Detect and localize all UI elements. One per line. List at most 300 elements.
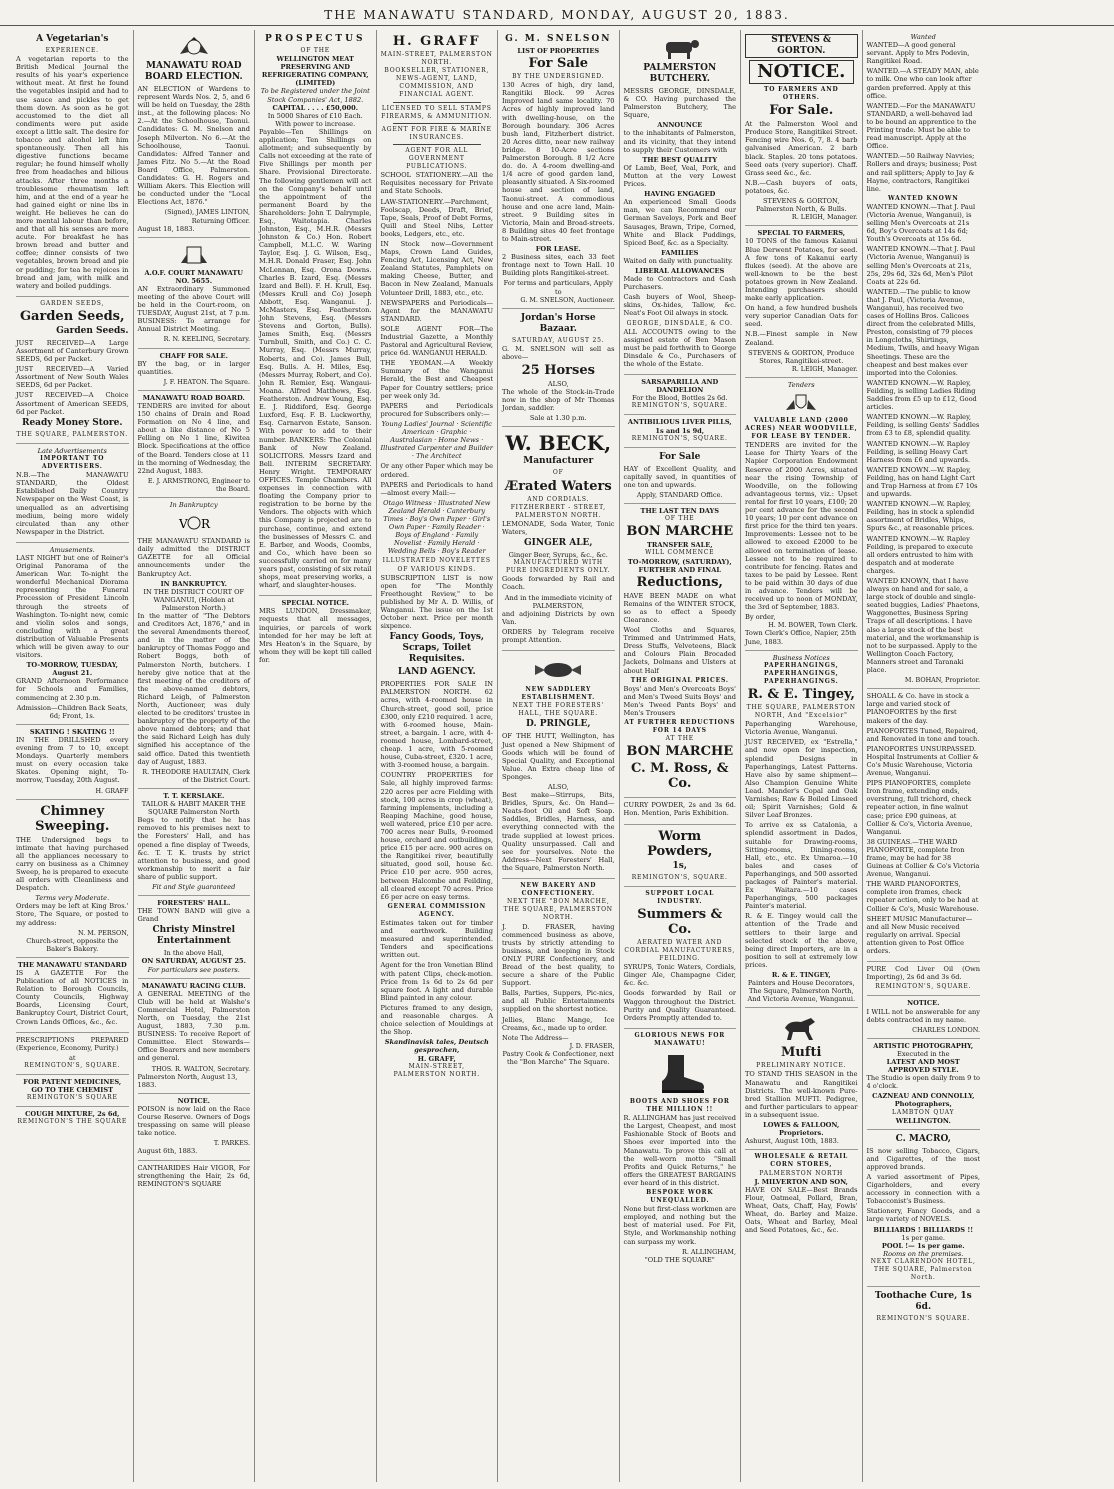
- saddlery-head: NEW SADDLERY ESTABLISHMENT.: [521, 686, 595, 702]
- aerated: Ærated Waters: [504, 478, 612, 494]
- ginger-beer: Ginger Beer, Syrups, &c., &c.: [508, 551, 608, 560]
- road-election-ad: [138, 30, 251, 238]
- meat-prospectus: [259, 30, 372, 596]
- snelson-head: G. M. SNELSON: [505, 34, 612, 44]
- gd-sig: GEORGE, DINSDALE, & CO.: [626, 319, 733, 327]
- sarsaparilla-ad: [624, 375, 737, 415]
- garden-title: Garden Seeds,: [19, 308, 125, 324]
- fraser-addr: Pastry Cook & Confectioner, next the "Bon Marche" The Square.: [502, 1049, 614, 1066]
- bazaar-title: Jordan's Horse Bazaar.: [520, 312, 596, 334]
- special-head: SPECIAL NOTICE.: [281, 599, 349, 608]
- adv-head: IMPORTANT TO ADVERTISERS.: [40, 454, 105, 471]
- column-4: [377, 30, 499, 1482]
- scand-text: Skandinavisk tales, Deutsch gesprochen,: [384, 1038, 489, 1055]
- reductions-body: HAVE BEEN MADE on what Remains of the WINTER STOCK, so as to effect a Speedy Clearance.: [623, 591, 736, 624]
- foresters-hall-ad: [138, 896, 251, 979]
- special-notice-ad: [259, 596, 372, 670]
- beck-man: Manufacturer: [523, 456, 594, 467]
- admission-text: Admission—Children Back Seats, 6d; Front, 1s.: [16, 703, 128, 720]
- families-body: Waited on daily with punctuality.: [623, 256, 733, 265]
- cough-head: COUGH MIXTURE, 2s 6d,: [25, 1110, 120, 1119]
- boys-body: Boys' and Men's Overcoats Boys' and Men's Tweed Suits Boys' and Men's Tweed Pants Boys' and Men's Trousers: [623, 684, 736, 717]
- worm-head: Worm Powders,: [647, 828, 713, 859]
- allingham-addr-2: THE SQUARE": [664, 1255, 715, 1264]
- cod-liver-ad: [867, 962, 981, 996]
- families: FAMILIES: [661, 248, 699, 257]
- support: SUPPORT LOCAL INDUSTRY.: [645, 889, 715, 905]
- land-head: LAND AGENCY.: [397, 667, 476, 678]
- stamps-text: LICENSED TO SELL STAMPS FIREARMS, & AMMUNITION.: [381, 104, 493, 120]
- column-8: [863, 30, 985, 1482]
- graff-town: PALMERSTON NORTH.: [393, 1070, 480, 1078]
- wanted-6: WANTED KNOWN.—That J. Paul (Victoria Avenue, Wanganui) is selling Men's Overcoats at 21s, 25s, 29s 6d, 32s 6d, Men's Pilot Coats at 22s 6d.: [866, 245, 976, 286]
- butchery-body: MESSRS GEORGE, DINSDALE, & CO. Having purchased the Palmerston Butchery, The Square,: [623, 87, 736, 120]
- allowances-body: Made to Contractors and Cash Purchasers.: [623, 275, 736, 292]
- instock-text: IN Stock now—Government Maps, Crown Land Guides, Fencing Act, Licensing Act, New Zealand Statutes, Pamphlets on making Cheese, Butter, and Bacon in New Zealand, Manuals Volunteer Drill, 1883, etc., etc.: [380, 239, 493, 297]
- garden-seeds-ad: [16, 297, 129, 444]
- patent-go: GO TO THE CHEMIST: [31, 1086, 114, 1095]
- road-head: MANAWATU ROAD BOARD ELECTION.: [144, 61, 243, 82]
- tomorrow-text: TO-MORROW, TUESDAY, August 21.: [26, 661, 118, 678]
- art-head: ARTISTIC PHOTOGRAPHY,: [873, 1041, 974, 1050]
- piano-5: 38 GUINEAS.—THE WARD PIANOFORTE, complete Iron frame, may be had for 38 Guineas at Collier & Co's Victoria Avenue, Wanganui.: [866, 837, 980, 879]
- fraser-note: Note The Address—: [502, 1033, 569, 1042]
- gazette-ad: [16, 958, 129, 1033]
- papers-text: NEWSPAPERS and Periodicals—Agent for the MANAWATU STANDARD.: [380, 298, 493, 323]
- forward: Goods forwarded by Rail and Coach.: [502, 575, 615, 592]
- by-under: BY THE UNDERSIGNED.: [512, 73, 605, 81]
- wanted-known-heading: WANTED KNOWN: [887, 194, 959, 202]
- syrups-body: Goods forwarded by Rail or Waggon throughout the District. Purity and Quality Guaranteed. Orders Promptly attended to.: [623, 989, 736, 1022]
- cash-body: Cash buyers of Wool, Sheep-skins, Ox-hides, Tallow, &c. Neat's Foot Oil always in stock.: [623, 293, 736, 318]
- tingey-sig2: Painters and House Decorators, The Square, Palmerston North, And Victoria Avenue, Wanganui.: [747, 979, 856, 1004]
- further2: AT FURTHER REDUCTIONS FOR 14 DAYS: [624, 719, 736, 735]
- commission-body: Estimates taken out for timber and earthwork. Building measured and superintended. Tenders and specifications written out.: [380, 919, 493, 960]
- received-body: JUST RECEIVED, ex "Estrella," and now open for inspection, splendid Designs in Paperhangings, Latest Patterns. Have also by same shipment— Also Champion Genuine White Lead. Mander's Copal and Oak Varnishes; Raw & Boiled Linseed oil; Spirit Varnishes; Gold & Silver Leaf Bronzes.: [745, 738, 858, 820]
- allingham-ad: [624, 1029, 737, 1268]
- snelson-ad: [502, 30, 615, 309]
- pringle-also: ALSO,: [547, 783, 569, 791]
- cod-body: PURE Cod Liver Oil (Own Importing), 2s 6d and 3s 6d.: [866, 965, 980, 982]
- terms: For terms and particulars, Apply to: [503, 279, 613, 296]
- macro-body: IS now selling Tobacco, Cigars, and Cigarettes, of the most approved brands.: [866, 1146, 980, 1171]
- mrb-tender-ad: [138, 391, 251, 498]
- butchery-body2: to the inhabitants of Palmerston, and its vicinity, that they intend to supply their Customers with: [623, 129, 736, 154]
- commission-head: GENERAL COMMISSION AGENCY.: [387, 902, 486, 918]
- photography-ad: [867, 1039, 981, 1130]
- bazaar-ad: [502, 309, 615, 428]
- toothache-head: Toothache Cure, 1s 6d.: [874, 1291, 972, 1313]
- leigh-sig2: R. LEIGH, Manager.: [791, 364, 858, 373]
- bankruptcy-ad: [138, 498, 251, 789]
- poison-body: POISON is now laid on the Race Course Reserve. Owners of Dogs trespassing on same will please take notice.: [137, 1104, 250, 1138]
- bank-body: THE MANAWATU STANDARD is daily admitted the DISTRICT GAZETTE for all Official announcements under the Bankruptcy Act.: [137, 537, 250, 578]
- corn-stores-ad: [745, 1150, 858, 1240]
- racing-date: Palmerston North, August 13, 1883.: [137, 1072, 238, 1089]
- bazaar-also: ALSO,: [547, 380, 569, 388]
- mrb-body: TENDERS are invited for about 150 chains of Drain and Road Formation on No 4 line, and about a like distance of No 5 Felling on No 1 line, Kiwitea Block. Specifications at the office of the Board. Tenders close at 11 in the morning of Wednesday, the 22nd August, 1883.: [137, 402, 250, 475]
- subs-or: Or any other Paper which may be ordered.: [380, 462, 493, 479]
- column-1: [12, 30, 134, 1482]
- engaged-body: An experienced Small Goods man, we can Recommend our German Saveloys, Pork and Beef Sausages, Brawn, Tripe, Corned, White and Black Puddings, Spiced Beef, &c. as a Specialty.: [623, 198, 736, 247]
- chaff-ad: [138, 349, 251, 391]
- agent-gov: AGENT FOR ALL GOVERNMENT PUBLICATIONS.: [405, 146, 469, 171]
- list-head: LIST OF PROPERTIES: [517, 47, 600, 55]
- tingey-head: R. & E. Tingey,: [747, 687, 855, 702]
- allingham-addr-1: "OLD: [644, 1255, 665, 1264]
- chaff-body: BY the bag, or in larger quantities.: [137, 359, 250, 376]
- sole-text: SOLE AGENT FOR—The Industrial Gazette, a Monthly Pastoral and Agricultural Review, price 6d. WANGANUI HERALD.: [380, 324, 493, 358]
- bon-marche-ad: [624, 504, 737, 798]
- lease-body: 2 Business sites, each 33 feet frontage next to Town Hall. 10 Building plots Rangitikei-street.: [502, 253, 615, 278]
- arrive-body: To arrive ex ss Catalonia, a splendid assortment in Dados, suitable for Drawing-rooms, Sitting-rooms, Dining-rooms, Hall, etc., etc. Ex Umaroa.—10 bales and cases of Paperhangings, and 500 assorted packages of Painter's material. Ex Waitara.—10 cases Paperhangings, 500 packages Painter's material.: [745, 821, 858, 911]
- further: FURTHER AND FINAL: [638, 565, 721, 574]
- bonmarche2: BON MARCHE: [626, 744, 734, 760]
- summers-head: Summers & Co.: [637, 906, 723, 937]
- wanted-12: WANTED KNOWN.—W. Rapley, Feilding, has in stock a splendid assortment of Bridles, Whips, Spurs &c., at reasonable prices.: [866, 500, 975, 533]
- prelim: PRELIMINARY NOTICE.: [756, 1062, 847, 1070]
- subs-list: Young Ladies' Journal · Scientific American · Graphic · Australasian · Home News · Illustrated Carpenter and Builder · The Architect: [380, 419, 493, 461]
- art-latest: LATEST AND MOST APPROVED STYLE.: [886, 1057, 960, 1075]
- business-heading: Business Notices: [772, 653, 830, 662]
- graff-trades: BOOKSELLER, STATIONER, NEWS-AGENT, LAND, COMMISSION, AND FINANCIAL AGENT.: [384, 67, 490, 99]
- ox-emblem-icon: [658, 36, 702, 60]
- minstrel-title: Christy Minstrel Entertainment: [152, 925, 235, 947]
- curry-body: CURRY POWDER, 2s and 3s 6d. Hon. Mention, Paris Exhibition.: [623, 801, 736, 818]
- for-sale: For Sale: [528, 56, 589, 72]
- corporation-crest-icon: [784, 392, 818, 414]
- graff-ad: [381, 30, 494, 1083]
- mufti-ad: [745, 1008, 858, 1150]
- bakery-ad: [502, 879, 615, 1070]
- ginger: GINGER ALE,: [523, 538, 593, 549]
- clarendon2: NEXT CLARENDON HOTEL, THE SQUARE, Palmerston North.: [870, 1257, 976, 1282]
- meat-head: WELLINGTON MEAT PRESERVING AND REFRIGERATING COMPANY, (LIMITED): [261, 55, 369, 88]
- school-text: SCHOOL STATIONERY.—All the Requisites necessary for Private and State Schools.: [380, 171, 493, 196]
- law-text: LAW-STATIONERY.—Parchment, Foolscap, Deeds, Draft, Brief, Tape, Seals, Proof of Debt Forms, Quill and Steel Nibs, Letter books, Ledgers, etc., etc.: [380, 197, 493, 238]
- prescriptions-ad: [16, 1033, 129, 1075]
- wanted-2: WANTED.—A STEADY MAN, able to milk. One who can look after garden preferred. Apply at this office.: [866, 67, 979, 100]
- tailor-ad: [138, 789, 251, 896]
- butchery-ad: [624, 30, 737, 375]
- chaff-head: CHAFF FOR SALE.: [159, 351, 228, 360]
- london-notice: [867, 996, 981, 1038]
- masthead: THE MANAWATU STANDARD, MONDAY, AUGUST 20, 1883.: [0, 4, 1114, 26]
- poison-sig: T. PARKES.: [213, 1139, 250, 1148]
- amusements-heading: Amusements.: [49, 545, 95, 554]
- hall-date: ON SATURDAY, AUGUST 25.: [141, 957, 246, 966]
- prospectus-title: PROSPECTUS: [265, 34, 366, 44]
- london-head: NOTICE.: [907, 999, 940, 1008]
- london-sig: CHARLES LONDON.: [912, 1025, 980, 1034]
- wholesale-head: WHOLESALE & RETAIL CORN STORES,: [754, 1153, 849, 1169]
- summers-ad: [624, 887, 737, 1029]
- billiards: BILLIARDS ! BILLIARDS !!: [873, 1225, 974, 1234]
- special-farmers-ad: [745, 226, 858, 378]
- hall-in: In the above Hall,: [163, 949, 224, 958]
- stevens-sig2: STEVENS & GORTON, Produce Stores, Rangitikei-street.: [748, 348, 855, 365]
- orders: ORDERS by Telegram receive prompt Attention.: [502, 627, 615, 644]
- aof-body: AN Extraordinary Summoned meeting of the above Court will be held in the Court-room, on TUESDAY, August 21st, at 7 p.m. BUSINESS: To arrange for Annual District Meeting.: [137, 284, 250, 334]
- wanted-section: [867, 30, 981, 689]
- yeoman-text: THE YEOMAN.—A Weekly Summary of the Wanganui Herald, the Best and Cheapest Paper for Country settlers; price per week only 3d.: [380, 359, 493, 400]
- presc-at: at: [68, 1053, 76, 1062]
- beck-of: OF: [552, 469, 564, 477]
- svg-text:V: V: [178, 517, 188, 532]
- blinds-body: Agent for the Iron Venetian Blind with patent Clips, check-motion. Price from 1s 6d to 2s 6d per square foot. A light and durable Blind painted in any colour.: [380, 961, 493, 1002]
- vicinity: And in the immediate vicinity of PALMERSTON,: [504, 593, 612, 610]
- vr-crest-icon: [177, 512, 211, 534]
- worm-ad: [624, 825, 737, 887]
- poison-date: August 6th, 1883.: [137, 1147, 198, 1156]
- wellington: WELLINGTON.: [895, 1116, 951, 1125]
- quality-body: Of Lamb, Beef, Veal, Pork, and Mutton at the very Lowest Prices.: [623, 163, 736, 189]
- prospectus-of: OF THE: [300, 47, 330, 54]
- late-ads-heading: Late Advertisements: [37, 446, 107, 455]
- aof-ad: [138, 238, 251, 349]
- tingey-sub: THE SQUARE, PALMERSTON NORTH, And "Excelsior": [746, 704, 856, 720]
- clarendon: Rooms on the premises.: [883, 1249, 964, 1258]
- saddlery-ad: [502, 651, 615, 879]
- glorious: GLORIOUS NEWS FOR MANAWATU!: [634, 1031, 726, 1047]
- districts: and adjoining Districts by own Van.: [502, 609, 615, 626]
- chaff-sig: J. F. HEATON. The Square.: [163, 377, 250, 386]
- vegetarian-body: A vegetarian reports to the British Medical Journal the results of his year's experience without meat. At first he found the vegetables insipid and had to use sauce and pickles to get them down. As soon as he got accustomed to the diet all condiments were put aside except a little salt. The desire for tobacco and alcohol left him spontaneously. Then all his digestive functions became regular; he found himself wholly free from headaches and bilious attacks. After three months a troublesome rheumatism left him, and at the end of a year he had gained eight or nine lbs in weight. He believes he can do more mental labour than before, and that all his senses are more acute. For breakfast he has brown bread and butter and coffee; dinner consists of two vegetables, brown bread and pie or pudding; for tea he rejoices in bread and jam, with milk and watery and boiled puddings.: [16, 55, 129, 290]
- chimney-ad: [16, 800, 129, 958]
- canth-text: CANTHARIDES Hair VIGOR, For strengthening the Hair, 2s 6d, REMINGTON'S SQUARE: [137, 1163, 250, 1188]
- liver-pills-ad: [624, 415, 737, 447]
- fitz: FITZHERBERT - STREET,: [510, 503, 606, 511]
- dist-court: IN THE DISTRICT COURT OF WANGANUI, (Holden at Palmerston North.): [143, 587, 245, 612]
- wool-body: Wool Cloths and Squares, Trimmed and Untrimmed Hats, Dress Stuffs, Velveteens, Black and Colours Plain Brocaded Jackets, Dolmans and Ulsters at about Half: [623, 626, 736, 675]
- store-title: Ready Money Store.: [21, 417, 123, 428]
- atthe: AT THE: [665, 735, 694, 743]
- bakery-head: NEW BAKERY AND CONFECTIONERY.: [520, 882, 597, 898]
- toothache-ad: [867, 1287, 981, 1327]
- patent-rem: REMINGTON'S SQUARE: [26, 1094, 118, 1102]
- seed-3: JUST RECEIVED—A Choice Assortment of American SEEDS, 6d per Packet.: [16, 391, 129, 416]
- hall-body: THE TOWN BAND will give a Grand: [137, 907, 250, 924]
- chimney-addr: Church-street, opposite the Baker's Bakery.: [26, 936, 119, 953]
- snelson-sig: G. M. SNELSON, Auctioneer.: [520, 295, 615, 304]
- hall-head: FORESTERS' HALL.: [157, 899, 231, 908]
- chimney-orders: Orders may be left at King Bros.' Store, The Square, or posted to my address:: [16, 902, 129, 927]
- tingey-body: Paperhanging Warehouse, Victoria Avenue, Wanganui.: [745, 720, 858, 737]
- poison-head: NOTICE.: [177, 1096, 210, 1105]
- skating-head: SKATING ! SKATING !!: [29, 727, 115, 736]
- cod-rem: REMINGTON'S, SQUARE.: [875, 983, 972, 991]
- royal-crest-icon: [177, 36, 211, 58]
- pure: MANUFACTURED WITH PURE INGREDIENTS ONLY.: [506, 559, 611, 575]
- syrups: SYRUPS, Tonic Waters, Cordials, Ginger Ale, Champagne Cider, &c. &c.: [623, 963, 736, 988]
- allingham-addr: [624, 1256, 737, 1264]
- stevens-body: At the Palmerston Wool and Produce Store, Rangitikei Street. Fencing wire Nos. 6, 7, 8. 4 barb galvanised American. 2 barb black. Staples. 20 tons potatoes. Seed oats (very superior). Chaff. Grass seed &c., &c.: [745, 120, 858, 177]
- announce: ANNOUNCE: [657, 121, 703, 130]
- allingham-body: R. ALLINGHAM has just received the Largest, Cheapest, and most Fashionable Stock of Boots and Shoes ever imported into the Manawatu. To prove this call at the well-worn motto "Small Profits and Quick Returns," he offers the GREATEST BARGAINS ever heard of in this district.: [623, 1114, 736, 1187]
- byorder: By order,: [745, 613, 776, 622]
- svg-text:R: R: [200, 517, 210, 532]
- stationery-body: Stationery, Fancy Goods, and a large variety of NOVELS.: [866, 1207, 980, 1224]
- racing-ad: [138, 979, 251, 1094]
- bespoke-body: None but first-class workmen are employed, and nothing but the best of material used. For Fit, Style, and Workmanship nothing can surpass my work.: [623, 1205, 736, 1246]
- art-body: Executed in the: [897, 1049, 950, 1058]
- mrb-head: MANAWATU ROAD BOARD.: [142, 393, 245, 402]
- jellies-body: Jellies, Blanc Mange, Ice Creams, &c., made up to order.: [502, 1015, 615, 1032]
- column-6: [620, 30, 742, 1482]
- mufti-body: TO STAND THIS SEASON in the Manawatu and Rangitikei Districts. The well-known Pure-bred Stallion MUFTI. Pedigree, and further particulars to appear in a subsequent issue.: [745, 1070, 858, 1119]
- wanted-5: WANTED KNOWN.—That J. Paul (Victoria Avenue, Wanganui), is selling Men's Overcoats at 21s 6d, Boy's Overcoats at 14s 6d; Youth's Overcoats at 15s 6d.: [866, 202, 976, 244]
- frames-body: Pictures framed to any design, and reasonable charges. A choice selection of Mouldings at the Shop.: [380, 1003, 493, 1037]
- cmross: C. M. Ross, & Co.: [630, 761, 729, 792]
- patent-ad: [16, 1075, 129, 1107]
- subs-text: PAPERS and Periodicals procured for Subscribers only:—: [380, 401, 493, 418]
- transfer: TRANSFER SALE,: [646, 541, 713, 550]
- saddle-emblem-icon: [533, 657, 583, 683]
- worm-price: 1s,: [672, 860, 687, 871]
- agent-fire: AGENT FOR FIRE & MARINE INSURANCES.: [381, 125, 492, 141]
- butchery-head: PALMERSTON BUTCHERY.: [643, 63, 717, 84]
- pringle-head: D. PRINGLE,: [526, 719, 591, 730]
- valuable-land-ad: [745, 378, 858, 651]
- valuable-body: TENDERS are invited for the Lease for Thirty Years of the Napier Corporation Endowment Reserve of 2000 Acres, situated near the rising Township of Woodville, on the following advantageous terms, viz.: Upset rental for first 10 years, £100; 20 per cent advance for the second 10 years; 10 per cent advance on first price for the third ten years. Improvements: Lessee not to be allowed to exceed £2000 to be allowed on termination of lease. Lessee not to be required to contribute for fencing. Rates and taxes to be paid by Lessee. Rent to be paid within 30 days of due in advance. Tenders will be received up to noon of MONDAY, the 3rd of September, 1883.: [745, 441, 858, 612]
- wanted-1: WANTED—A good general servant. Apply to Mrs Podevin, Rangitikei Road.: [866, 41, 970, 66]
- cough-rem: REMINGTON'S THE SQUARE: [17, 1118, 128, 1126]
- tailor-fit: Fit and Style guaranteed: [152, 882, 236, 891]
- valuable-head: VALUABLE LAND (2000 ACRES) NEAR WOODVILLE, FOR LEASE BY TENDER.: [745, 417, 858, 441]
- sars-sub: For the Blood, Bottles 2s 6d.: [632, 394, 728, 403]
- sars-head: SARSAPARILLA AND DANDELION: [641, 378, 719, 395]
- hay-apply: Apply, STANDARD Office.: [636, 491, 723, 500]
- papers2-text: PAPERS and Periodicals to hand—almost every Mail:—: [380, 480, 493, 497]
- chimney-title: Chimney Sweeping.: [35, 803, 110, 834]
- vegetarian-sub: EXPERIENCE.: [45, 47, 99, 54]
- horse-icon: [779, 1014, 823, 1042]
- cazneau: CAZNEAU AND CONNOLLY, Photographers,: [872, 1092, 975, 1109]
- beck-palmn: PALMERSTON NORTH.: [515, 511, 602, 519]
- presc-text: PRESCRIPTIONS PREPARED (Experience, Economy, Purity.): [16, 1035, 129, 1052]
- milverton-head: J. MILVERTON AND SON,: [754, 1177, 848, 1186]
- piano-3: PIANOFORTES UNSURPASSED. Hospital Instruments at Collier & Co's Music Warehouse, Victoria Avenue, Wanganui.: [866, 744, 979, 778]
- billiards-game: 1s per game.: [901, 1233, 945, 1242]
- for-sale-7: For Sale.: [769, 103, 834, 119]
- chimney-body: THE Undersigned begs to intimate that having purchased all the appliances necessary to carry on business as a Chimney Sweep, he is prepared to execute all orders with Cleanliness and Despatch.: [16, 835, 129, 893]
- wanted-8: WANTED KNOWN.—W. Rapley, Feilding, is selling Ladies Riding Saddles from £5 up to £12, Good articles.: [866, 378, 977, 412]
- poison-ad: [138, 1094, 251, 1161]
- tobacconist-ad: [867, 1130, 981, 1288]
- tailor-sub: TAILOR & HABIT MAKER THE SQUARE Palmerston North: [141, 800, 246, 817]
- tailor-body: Begs to notify that he has removed to his premises next to the Foresters' Hall, and has opened a fine display of Tweeds, &c. T. T. K. trusts by strict attention to business, and good workmanship to merit a fair share of public support.: [137, 816, 250, 881]
- foresters-emblem-icon: [177, 244, 211, 266]
- beck-title: W. BECK,: [505, 431, 612, 456]
- skating-sig: H. GRAFF: [95, 786, 129, 795]
- tenders-heading: Tenders: [787, 380, 815, 389]
- bohan-sig: M. BOHAN, Proprietor.: [904, 676, 980, 685]
- nb2: N.B.—Finest sample in New Zealand.: [745, 330, 858, 347]
- lowes-sig: LOWES & FALLOON, Proprietors.: [763, 1121, 840, 1138]
- clerk-text: Town Clerk's Office, Napier, 25th June, 1883.: [745, 629, 857, 646]
- milverton-body: HAVE ON SALE—Best Brands Flour, Oatmeal, Pollard, Bran, Wheat, Oats, Chaff, Hay, Fowls' Wheat, do. Barley and Maize. Oats, Wheat and Barley, Meal and Seed Potatoes, &c., &c.: [745, 1185, 858, 1235]
- piano-6: THE WARD PIANOFORTES, complete iron frames, check repeater action, only to be had at Collier & Co's, Music Warehouse.: [866, 880, 979, 913]
- tomorrow-sat: TO-MORROW, (SATURDAY),: [627, 557, 732, 566]
- seed-2: JUST RECEIVED—A Varied Assortment of New South Wales SEEDS, 6d per Packet.: [16, 365, 129, 390]
- pringle-of: OF THE HUTT, Wellington, has Just opened a New Shipment of Goods which will be found of Special Quality, and Exceptional Value. An Extra cheap line of Sponges.: [502, 732, 615, 781]
- wanted-11: WANTED KNOWN.—W. Rapley, Feilding, has on hand Light Cart and Trap Harness at from £7 10s and upwards.: [866, 465, 978, 499]
- hay-head: For Sale: [659, 451, 701, 462]
- wanted-14: WANTED KNOWN, that I have always on hand and for sale, a large stock of double and single-seated buggies, Ladies' Phaetons, Waggonettes, Business Spring Traps of all descriptions. I have also a large stock of the best material, and the workmanship is not to be surpassed. Apply to the Wellington Coach Factory, Manners street and Taranaki place.: [866, 577, 980, 675]
- studio-hours: The Studio is open daily from 9 to 4 o'clock.: [866, 1074, 980, 1091]
- vegetarian-article: [16, 30, 129, 297]
- tailor-head: T. T. KERSLAKE.: [163, 791, 225, 800]
- hay-ad: [624, 448, 737, 504]
- mufti-title: Mufti: [781, 1045, 822, 1061]
- liver-rem: REMINGTON'S, SQUARE.: [631, 434, 728, 442]
- stevens-sig: STEVENS & GORTON, Palmerston North, & Bulls.: [755, 197, 847, 214]
- special-body: MRS LUNDON, Dressmaker, requests that all messages, inquiries, or parcels of work intended for her may be left at Mrs Heaton's in the Square, by whom they will be kept till called for.: [259, 607, 372, 664]
- presc-rem: REMINGTON'S, SQUARE.: [24, 1061, 121, 1069]
- patent-head: FOR PATENT MEDICINES,: [23, 1078, 122, 1087]
- liver-head: ANTIBILIOUS LIVER PILLS, 1s and 1s 9d,: [627, 418, 732, 435]
- dist-sig: R. THEODORE HAULTAIN, Clerk of the District Court.: [142, 767, 250, 784]
- cordials: AND CORDIALS.: [527, 495, 590, 503]
- racing-head: MANAWATU RACING CLUB.: [141, 981, 246, 990]
- wanted-9: WANTED KNOWN.—W. Rapley, Feilding, is selling Gents' Saddles from £3 to £8, splendid quality.: [866, 413, 980, 438]
- engaged: HAVING ENGAGED: [644, 190, 716, 199]
- cough-ad: [16, 1107, 129, 1130]
- paper-head: PAPERHANGINGS, PAPERHANGINGS, PAPERHANGINGS.: [763, 661, 839, 685]
- wanted-4: WANTED.—50 Railway Navvies; Rollers and drays; business; Post and rail splitters; Apply to Jay & Hayne, contractors, Rangitikei line.: [866, 152, 977, 193]
- bower-sig: H. M. BOWER, Town Clerk.: [768, 621, 858, 630]
- allowances: LIBERAL ALLOWANCES: [635, 266, 725, 275]
- lastten: THE LAST TEN DAYS: [640, 507, 719, 516]
- stevens-head: STEVENS & GORTON.: [745, 34, 858, 58]
- land-body: PROPERTIES FOR SALE IN PALMERSTON NORTH. 62 acres, with 4-roomed house in Church-street, good soil, price £300, only £210 required. 1 acre, with 6-roomed house, Main-street, a bargain. 1 acre, with 4-roomed house, Lombard-street, cheap. 1 acre, with 5-roomed house, Cuba-street, £320. 1 acre, with 3-roomed house, a bargain.: [380, 680, 493, 770]
- mrb-sig: E. J. ARMSTRONG, Engineer to the Board.: [147, 476, 250, 493]
- column-3: [255, 30, 377, 1482]
- graff-addr: MAIN-STREET,: [408, 1062, 465, 1070]
- column-2: [134, 30, 256, 1482]
- horses: 25 Horses: [521, 363, 595, 378]
- capital: CAPITAL . . . . £50,000.: [272, 103, 358, 112]
- aof-head: A.O.F. COURT MANAWATU NO. 5655.: [144, 268, 244, 285]
- stevens-nb: N.B.—Cash buyers of oats, potatoes, &c.: [745, 178, 858, 195]
- lemonade: LEMONADE, Soda Water, Tonic Waters,: [502, 519, 615, 536]
- skating-ad: [16, 725, 129, 800]
- commence: WILL COMMENCE: [645, 549, 715, 557]
- bakery-next: NEXT THE "BON MARCHE, THE SQUARE, PALMERSTON NORTH.: [503, 898, 613, 922]
- inbank-head: IN BANKRUPTCY.: [160, 579, 227, 588]
- aof-sig: R. N. KEELING, Secretary.: [163, 335, 250, 344]
- notice-title: NOTICE.: [749, 60, 854, 84]
- wanted-heading: Wanted: [910, 33, 936, 41]
- novel-body: SUBSCRIPTION LIST is now open for "The Monthly Freethought Review," to be published by Mr A. D. Willis, of Wanganui. The issue on the 1st October next. Price per month sixpence.: [380, 573, 493, 631]
- papers2-list: Otago Witness · Illustrated New Zealand Herald · Canterbury Times · Boy's Own Paper · Girl's Own Paper · Family Reader · Boys of England · Family Novelist · Family Herald · Wedding Bells · Boy's Reader: [383, 498, 491, 556]
- panorama-text: LAST NIGHT but one of Reiner's Original Panorama of the American War. To-night the wonderful Mechanical Diorama representing the Funeral Procession of President Lincoln through the streets of Washington. To-night new, comic and violin solos and songs, concluding with a great distribution of Valuable Presents which will be given away to our visitors.: [16, 553, 129, 660]
- meat-body: Payable—Ten Shillings on application; Ten Shillings on allotment; and subsequently by Calls not exceeding at the rate of Five Shillings per month per Share. Provisional Directorate. The following gentlemen will act on the Company's behalf until the appointment of the permanent Board by the Shareholders: John T. Dalrymple, Esq., Waitotapia. Charles Johnston, Esq., M.H.R. (Messrs Johnston & Co.) Hon. Robert Campbell, M.L.C. W. Waring Taylor, Esq. J. G. Wilson, Esq., M.H.R. Donald Fraser, Esq. John McLennan, Esq. Orona Downs. Charles B. Izard, Esq. (Messrs Izard and Bell). F. H. Krull, Esq. (Messrs Krull and Co) Joseph Abbott, Esq. Wanganui. J. McMasters, Esq. Featherston. John Stevens, Esq. (Messrs Stevens and Gorton, Bulls). James Smith, Esq. (Messrs Turnbull, Smith, and Co.) C. C. Murray, Esq. (Messrs Murray, Roberts, and Co). James Bull, Esq. Bulls. A. H. Miles, Esq. (Messrs Murray, Robert, and Co). John R. Remier, Esq. Wangaui-Moana. Alfred Matthews, Esq. Featherston. Andrew Young, Esq. E. J. Riddiford, Esq. George Luxford, Esq. F. B. Luckworthy, Esq. Carnarvon Estate, Sanson. With power to add to their number. BANKERS: The Colonial Bank of New Zealand. SOLICITORS. Messrs Izard and Bell. INTERIM SECRETARY. Henry Wright. TEMPORARY OFFICES. Temple Chambers. All expenses in connection with floating the Company prior to registration to be borne by the Vendors. The objects with which this Company is projected are to purchase, continue, and extend the businesses of Messrs C. and E. Barber, and Woods, Coombs, and Co., which have been so successfully carried on for many years past, consisting of six retail shops, meat preserving works, a wharf, and slaughter-houses.: [259, 127, 372, 590]
- racing-sig: THOS. R. WALTON, Secretary.: [151, 1064, 250, 1073]
- original: THE ORIGINAL PRICES.: [630, 676, 729, 684]
- bazaar-body: The whole of the Stock-in-Trade now in the shop of Mr Thomas Jordan, saddler.: [502, 388, 615, 413]
- gazette-body: IS A GAZETTE For the Publication of all NOTICES in Relation to Borough Councils, County Councils, Highway Boards, Licensing Court, Bankruptcy Court, District Court, Crown Lands Offices, &c., &c.: [16, 969, 129, 1026]
- allingham-sig: R. ALLINGHAM,: [682, 1247, 736, 1256]
- worm-rem: REMINGTON'S, SQUARE.: [631, 873, 728, 881]
- paperhangings-ad: [745, 651, 858, 1009]
- boots: BOOTS AND SHOES FOR THE MILLION !!: [629, 1097, 730, 1114]
- gms-line: G. M. SNELSON will sell as above—: [502, 344, 615, 361]
- wanted-3: WANTED.—For the MANAWATU STANDARD, a well-behaved lad to be bound an apprentice to the Printing trade. Must be able to read manuscript. Apply at the Office.: [866, 101, 977, 151]
- bazaar-date: SATURDAY, AUGUST 25.: [512, 336, 605, 344]
- racing-body: A GENERAL MEETING of the Club will be held at Walshe's Commercial Hotel, Palmerston North, on Tuesday, the 21st August, 1883, 7.30 p.m. BUSINESS: To receive Report of Committee. Elect Stewards—Office Bearers and new members and general.: [137, 989, 250, 1063]
- special-body2-7: On hand, a few hundred bushels very superior Canadian Oats for seed.: [745, 304, 858, 329]
